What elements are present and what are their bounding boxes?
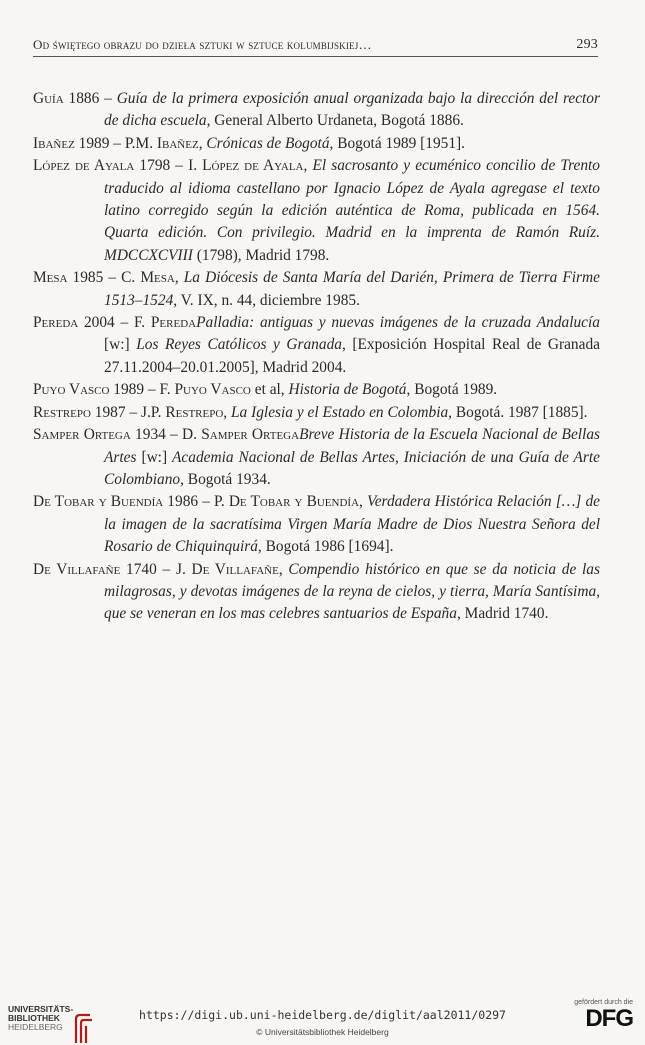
entry-note: [w:] xyxy=(104,336,137,354)
entry-key: Samper Ortega 1934 xyxy=(33,426,166,444)
bibliography-list xyxy=(33,88,600,626)
permalink-url[interactable]: https://digi.ub.uni-heidelberg.de/diglit/aal2011/0297 xyxy=(139,1008,506,1022)
running-header xyxy=(33,37,598,57)
entry-publication: , Bogotá 1989. xyxy=(406,381,498,399)
entry-dash: – xyxy=(165,426,183,444)
entry-author: J.P. Restrepo xyxy=(140,403,224,421)
bibliography-entry xyxy=(33,424,600,491)
entry-key: Puyo Vasco 1989 xyxy=(33,381,145,399)
entry-author: D. Samper Ortega xyxy=(182,426,300,444)
entry-key: Restrepo 1987 xyxy=(33,403,126,421)
copyright-notice: © Universitätsbibliothek Heidelberg xyxy=(256,1027,389,1037)
dfg-funding-note: gefördert durch die xyxy=(574,999,633,1006)
entry-dash: – xyxy=(109,134,125,152)
bibliography-entry: Mesa 1985 – C. Mesa, La Diócesis de Santa María del Darién, Primera de Tierra Firme 1513–1524, V. IX, n. 44, diciembre 1985. xyxy=(33,269,600,309)
entry-key: López de Ayala 1798 xyxy=(33,157,171,175)
running-title: Od świętego obrazu do dzieła sztuki w sztuce kolumbijskiej… xyxy=(33,37,372,52)
entry-author: P. De Tobar y Buendía xyxy=(214,493,360,511)
entry-title: Palladia: antiguas y nuevas imágenes de la cruzada Andalucía xyxy=(196,314,600,332)
entry-dash: – xyxy=(144,381,160,399)
entry-dash: – xyxy=(99,90,117,107)
entry-title: Verdadera Histórica Relación […] de la imagen de la sacratísima Virgen María Madre de Dios Nuestra Señora del Rosario de Chiquinquirá xyxy=(104,493,601,556)
entry-title: Breve Historia de la Escuela Nacional de Bellas Artes xyxy=(104,426,601,466)
entry-publication: , V. IX, n. 44, diciembre 1985. xyxy=(173,291,360,309)
entry-publication: , Bogotá. 1987 [1885]. xyxy=(448,403,588,421)
entry-publication: , Madrid 1740. xyxy=(456,605,549,623)
entry-key: Pereda 2004 xyxy=(33,314,115,332)
bibliography-entry xyxy=(33,312,600,379)
entry-note: [w:] xyxy=(136,448,173,466)
page-number: 293 xyxy=(576,37,598,52)
entry-dash: – xyxy=(198,493,215,511)
dfg-logo[interactable] xyxy=(573,999,633,1032)
entry-publication: , Bogotá 1989 [1951]. xyxy=(329,134,466,152)
entry-publication: , [Exposición Hospital Real de Granada 27.11.2004–20.01.2005], Madrid 2004. xyxy=(104,336,600,376)
entry-key: De Tobar y Buendía 1986 xyxy=(33,493,199,511)
bibliography-entry: Restrepo 1987 – J.P. Restrepo, La Iglesia y el Estado en Colombia, Bogotá. 1987 [1885]. xyxy=(33,403,588,421)
bibliography-entry xyxy=(33,88,600,133)
bibliography-entry: Ibañez 1989 – P.M. Ibañez, Crónicas de Bogotá, Bogotá 1989 [1951]. xyxy=(33,134,466,152)
entry-author: F. Puyo Vasco xyxy=(159,381,251,399)
entry-publication: , General Alberto Urdaneta, Bogotá 1886. xyxy=(206,112,464,130)
entry-key: Guía 1886 xyxy=(33,90,100,107)
library-logo-line1: UNIVERSITÄTS- xyxy=(8,1004,74,1014)
entry-title: Compendio histórico en que se da noticia de las milagrosas, y devotas imágenes de la reyna de cielos, y tierra, María Santísima, que se veneran en los mas celebres santuarios de España xyxy=(104,560,600,623)
library-logo-line2: BIBLIOTHEK xyxy=(8,1013,60,1023)
entry-dash: – xyxy=(170,157,189,175)
bibliography-entry: López de Ayala 1798 – I. López de Ayala, El sacrosanto y ecuménico concilio de Trento traducido al idioma castellano por Ignacio López de Ayala agregase el texto latino corregido según la edición auténtica de Roma, publicada en 1564. Quarta edición. Con privilegio. Madrid en la imprenta de Ramón Ruíz. MDCCXCVIII (1798), Madrid 1798. xyxy=(33,157,600,264)
bibliography-entry: De Tobar y Buendía 1986 – P. De Tobar y Buendía, Verdadera Histórica Relación […] de la imagen de la sacratísima Virgen María Madre de Dios Nuestra Señora del Rosario de Chiquinquirá, Bogotá 1986 [1694]. xyxy=(33,493,601,556)
library-logo-line3: HEIDELBERG xyxy=(8,1022,63,1032)
entry-dash: – xyxy=(125,403,141,421)
entry-title: Historia de Bogotá xyxy=(288,381,407,399)
entry-dash: – xyxy=(114,314,134,332)
dfg-wordmark: DFG xyxy=(585,1005,633,1032)
entry-title: Guía de la primera exposición anual organizada bajo la dirección del rector de dicha escuela xyxy=(104,90,600,130)
entry-key: Mesa 1985 xyxy=(33,269,104,287)
entry-author: J. De Villafañe xyxy=(175,560,279,578)
bibliography-entry: De Villafañe 1740 – J. De Villafañe, Compendio histórico en que se da noticia de las milagrosas, y devotas imágenes de la reyna de cielos, y tierra, María Santísima, que se veneran en los mas celebres santuarios de España, Madrid 1740. xyxy=(33,560,600,623)
entry-author: I. López de Ayala xyxy=(188,157,304,175)
entry-title: La Iglesia y el Estado en Colombia xyxy=(231,403,449,421)
entry-key: Ibañez 1989 xyxy=(33,134,110,152)
entry-publication: , Bogotá 1934. xyxy=(180,470,271,488)
entry-note: et al, xyxy=(250,381,289,399)
entry-title: El sacrosanto y ecuménico concilio de Trento traducido al idioma castellano por Ignacio López de Ayala agregase el texto latino corregido según la edición auténtica de Roma, publicada en 1564. Quarta edición. Con privilegio. Madrid en la imprenta de Ramón Ruíz. MDCCXCVIII xyxy=(104,157,600,264)
entry-key: De Villafañe 1740 xyxy=(33,560,157,578)
entry-dash: – xyxy=(156,560,176,578)
entry-author: P.M. Ibañez xyxy=(124,134,199,152)
entry-title: Crónicas de Bogotá xyxy=(206,134,330,152)
entry-title: La Diócesis de Santa María del Darién, Primera de Tierra Firme 1513–1524 xyxy=(104,269,600,309)
entry-author: C. Mesa xyxy=(121,269,175,287)
entry-publication: , Bogotá 1986 [1694]. xyxy=(257,538,394,556)
entry-dash: – xyxy=(103,269,122,287)
entry-title-container: Los Reyes Católicos y Granada xyxy=(136,336,342,354)
entry-author: F. Pereda xyxy=(133,314,197,332)
digitization-footer xyxy=(0,995,645,1045)
entry-publication: (1798), Madrid 1798. xyxy=(192,246,330,264)
entry-title-container: Academia Nacional de Bellas Artes, Iniciación de una Guía de Arte Colombiano xyxy=(104,448,600,488)
bibliography-entry xyxy=(33,379,600,401)
